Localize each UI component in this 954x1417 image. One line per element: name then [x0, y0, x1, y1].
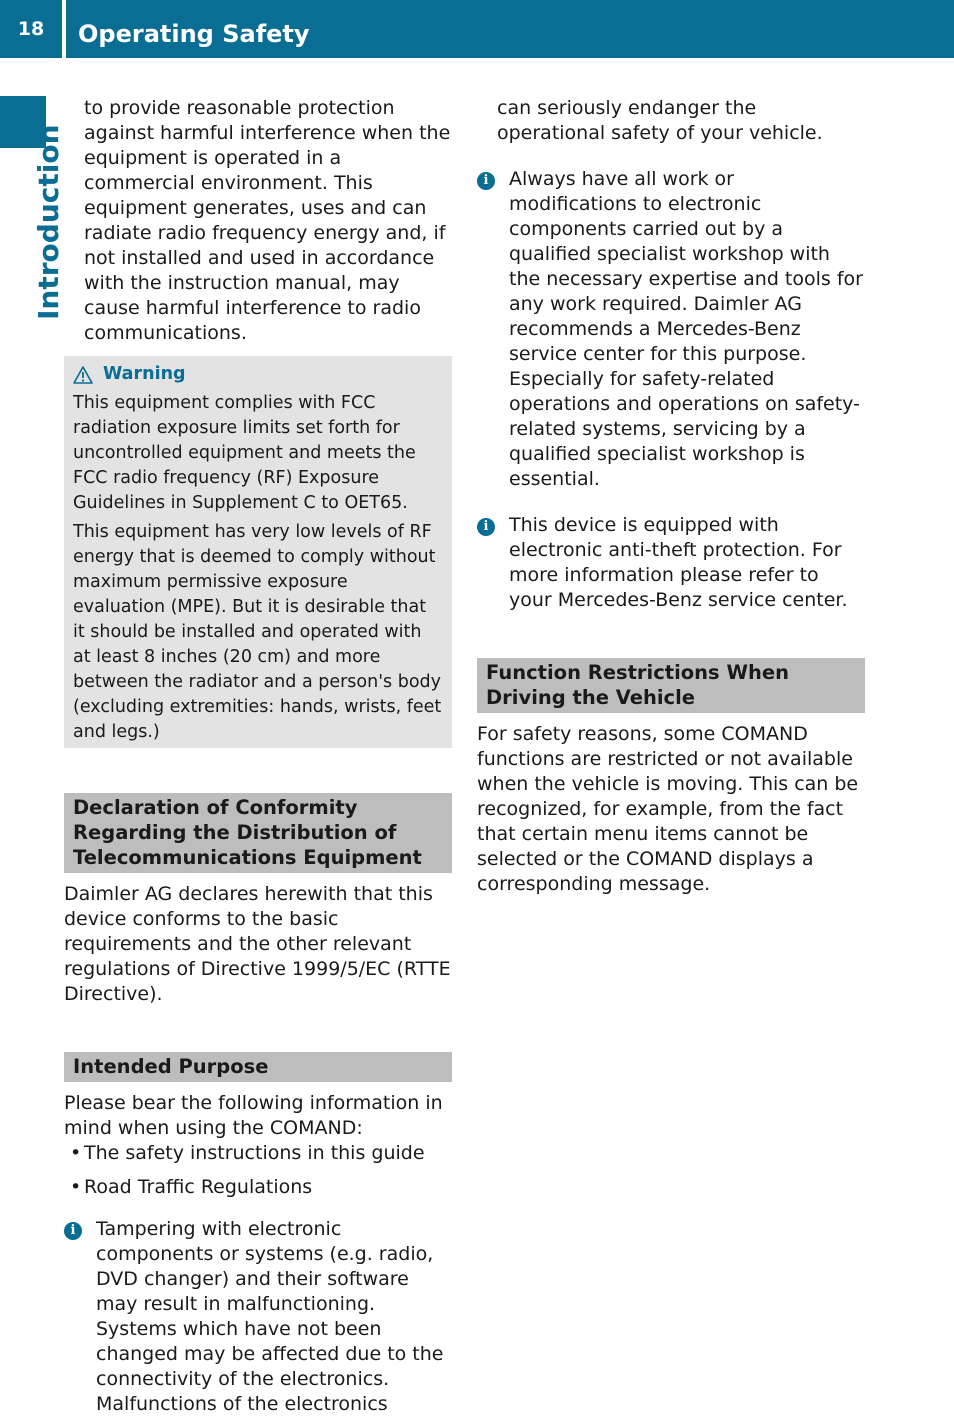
page-header [0, 0, 954, 58]
warning-box [64, 356, 452, 748]
list-item: • Road Traffic Regulations [64, 1175, 452, 1200]
intended-purpose-paragraph: Please bear the following information in mind when using the COMAND: [64, 1092, 443, 1139]
warning-triangle-icon [73, 366, 93, 384]
tampering-note-text: Tampering with electronic components or systems (e.g. radio, DVD changer) and their software may result in malfunctioning. Systems which have not been changed may be affected due to the connectivity of the electronics. Malfunctions of the electronics [96, 1218, 444, 1415]
anti-theft-note [477, 513, 865, 613]
info-icon: i [477, 518, 495, 536]
warning-paragraph-1: This equipment complies with FCC radiation exposure limits set forth for uncontrolled equipment and meets the FCC radio frequency (RF) Exposure Guidelines in Supplement C to OET65. [73, 393, 416, 513]
tampering-note [64, 1217, 452, 1417]
continued-paragraph: can seriously endanger the operational safety of your vehicle. [497, 97, 823, 144]
warning-title: Warning [103, 364, 186, 384]
side-tab-label: Introduction [32, 124, 65, 320]
info-icon: i [64, 1222, 82, 1240]
page-title: Operating Safety [78, 20, 310, 48]
left-column [64, 96, 452, 1417]
intended-purpose-list [64, 1141, 452, 1200]
workshop-note [477, 167, 865, 492]
workshop-note-text: Always have all work or modifications to electronic components carried out by a qualified specialist workshop with the necessary expertise and tools for any work required. Daimler AG recommends a Mercedes-Benz service center for this purpose. Especially for safety-related operations and operations on safety-related systems, servicing by a qualified specialist workshop is essential. [509, 168, 863, 490]
page-number: 18 [17, 18, 45, 40]
list-item: • The safety instructions in this guide [64, 1141, 452, 1166]
header-divider [62, 0, 66, 58]
right-column [477, 96, 865, 897]
function-restrictions-paragraph: For safety reasons, some COMAND functions are restricted or not available when the vehicle is moving. This can be recognized, for example, from the fact that certain menu items cannot be selected or the COMAND displays a corresponding message. [477, 723, 859, 895]
warning-header [73, 362, 443, 387]
intended-purpose-heading: Intended Purpose [64, 1052, 452, 1082]
warning-paragraph-2: This equipment has very low levels of RF energy that is deemed to comply without maximum permissive exposure evaluation (MPE). But it is desirable that it should be installed and operated with at least 8 inches (20 cm) and more between the radiator and a person's body (excluding extremities: hands, wrists, feet and legs.) [73, 522, 442, 742]
declaration-paragraph: Daimler AG declares herewith that this device conforms to the basic requirements and the other relevant regulations of Directive 1999/5/EC (RTTE Directive). [64, 883, 451, 1005]
anti-theft-note-text: This device is equipped with electronic anti-theft protection. For more information please refer to your Mercedes-Benz service center. [509, 514, 848, 611]
info-icon: i [477, 172, 495, 190]
intro-paragraph: to provide reasonable protection against harmful interference when the equipment is operated in a commercial environment. This equipment generates, uses and can radiate radio frequency energy and, if not installed and used in accordance with the instruction manual, may cause harmful interference to radio communications. [84, 97, 451, 344]
declaration-heading: Declaration of Conformity Regarding the Distribution of Telecommunications Equipment [64, 793, 452, 873]
function-restrictions-heading: Function Restrictions When Driving the Vehicle [477, 658, 865, 713]
